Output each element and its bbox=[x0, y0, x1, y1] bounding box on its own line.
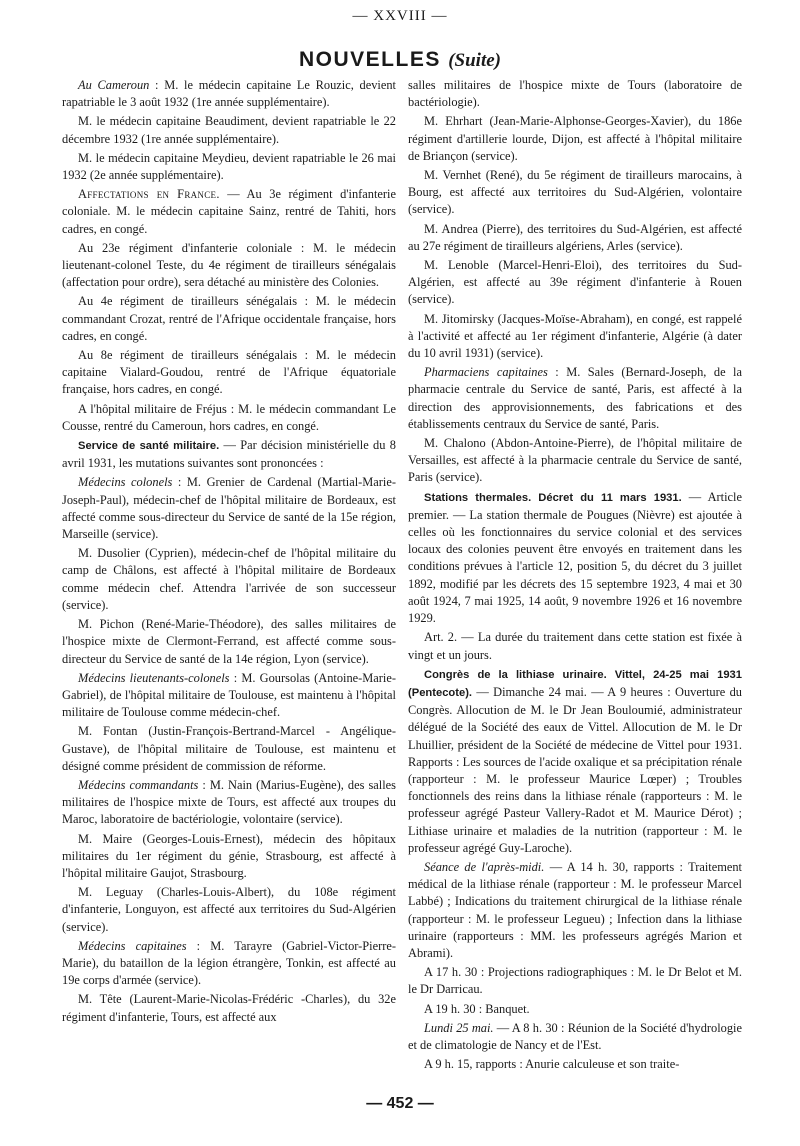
paragraph bbox=[408, 859, 742, 962]
paragraph bbox=[408, 77, 742, 111]
paragraph bbox=[62, 150, 396, 184]
paragraph-heading: Au Cameroun bbox=[78, 78, 150, 92]
paragraph-text: A 17 h. 30 : Projections radiographiques : M. le Dr Belot et M. le Dr Darricau. bbox=[408, 965, 742, 997]
paragraph bbox=[408, 666, 742, 857]
paragraph-text: M. Leguay (Charles-Louis-Albert), du 108e régiment d'infanterie, Longuyon, est affecté aux territoires du Sud-Algérien (service). bbox=[62, 885, 396, 934]
paragraph-text: Au 4e régiment de tirailleurs sénégalais : M. le médecin commandant Crozat, rentré de l'Afrique occidentale française, hors cadres, en congé. bbox=[62, 294, 396, 343]
paragraph bbox=[408, 167, 742, 219]
paragraph-text: : M. Sales (Bernard-Joseph, de la pharmacie centrale du Service de santé, Paris, est affecté à la direction des approvisionnements, des fabrications et des établissements centraux du Service de santé, Paris. bbox=[408, 365, 742, 431]
paragraph-heading: Stations thermales. Décret du 11 mars 1931. bbox=[424, 491, 682, 504]
paragraph bbox=[408, 257, 742, 309]
paragraph bbox=[408, 489, 742, 628]
paragraph bbox=[408, 221, 742, 255]
paragraph-text: — Par décision ministérielle du 8 avril 1931, les mutations suivantes sont prononcées : bbox=[62, 438, 396, 471]
paragraph bbox=[408, 311, 742, 363]
paragraph-text: : M. Goursolas (Antoine-Marie-Gabriel), de l'hôpital militaire de Toulouse, est maintenu à l'hôpital militaire de Toulouse comme médecin-chef. bbox=[62, 670, 396, 720]
paragraph bbox=[408, 113, 742, 165]
paragraph-text: — Dimanche 24 mai. — A 9 heures : Ouverture du Congrès. Allocution de M. le Dr Jean Bouloumié, administrateur délégué de la Société des eaux de Vittel. Allocution de M. le Dr Lhuillier, président de la Société de médecine de Vittel pour 1931. Rapports : Les sources de l'acide oxalique et sa précipitation rénale (rapporteur : M. le professeur Maurice Lœper) ; Troubles fonctionnels des reins dans la lithiase rénale (rapporteurs : M. le professeur agrégé Pasteur Vallery-Radot et M. Maurice Dérot) ; Lithiase urinaire et maladies de la nutrition (rapporteur : M. le professeur agrégé Guy-Laroche). bbox=[408, 684, 742, 855]
page-title bbox=[0, 48, 800, 72]
paragraph-text: M. Pichon (René-Marie-Théodore), des salles militaires de l'hospice mixte de Clermont-Ferrand, est affecté comme sous-directeur du Service de santé de la 14e région, Lyon (service). bbox=[62, 617, 396, 666]
paragraph bbox=[62, 293, 396, 345]
paragraph-heading: Service de santé militaire. bbox=[78, 440, 220, 453]
right-column bbox=[408, 77, 742, 1075]
paragraph bbox=[408, 435, 742, 487]
paragraph bbox=[62, 437, 396, 472]
paragraph-heading: Affectations en France. bbox=[78, 187, 220, 202]
paragraph-heading: Médecins capitaines bbox=[78, 938, 187, 953]
text-columns bbox=[62, 77, 742, 1075]
paragraph bbox=[62, 723, 396, 775]
paragraph bbox=[62, 777, 396, 829]
paragraph bbox=[62, 186, 396, 238]
paragraph-text: : M. le médecin capitaine Le Rouzic, devient rapatriable le 3 août 1932 (1re année supplémentaire). bbox=[62, 78, 397, 110]
paragraph bbox=[408, 629, 742, 663]
paragraph bbox=[62, 113, 396, 147]
paragraph-text: : M. Grenier de Cardenal (Martial-Marie-Joseph-Paul), médecin-chef de l'hôpital militaire de Bordeaux, est affecté comme sous-directeur du Service de santé de la 15e région, Marseille (service). bbox=[62, 475, 396, 542]
paragraph-text: M. Dusolier (Cyprien), médecin-chef de l'hôpital militaire du camp de Châlons, est affecté à l'hôpital militaire de Bordeaux comme médecin chef. Attendra l'arrivée de son successeur (service). bbox=[62, 546, 396, 612]
paragraph bbox=[62, 347, 396, 399]
paragraph-heading: Médecins commandants bbox=[78, 777, 199, 792]
paragraph bbox=[62, 884, 396, 936]
paragraph-text: M. Vernhet (René), du 5e régiment de tirailleurs marocains, à Bourg, est affecté aux territoires du Sud-Algérien, volontaire (service). bbox=[408, 168, 742, 217]
paragraph-text: — A 8 h. 30 : Réunion de la Société d'hydrologie et de climatologie de Nancy et de l'Est. bbox=[408, 1020, 742, 1052]
page-number: — 452 — bbox=[366, 1095, 434, 1112]
paragraph-text: Au 8e régiment de tirailleurs sénégalais : M. le médecin capitaine Vialard-Goudou, rentré de l'Afrique équatoriale française, hors cadres, en congé. bbox=[62, 348, 396, 397]
paragraph-heading: Médecins colonels bbox=[78, 475, 173, 490]
paragraph-text: : M. Nain (Marius-Eugène), des salles militaires de l'hospice mixte de Tours, est affecté aux troupes du Maroc, laboratoire de bactériologie, volontaire (service). bbox=[62, 777, 397, 827]
paragraph-text: M. Andrea (Pierre), des territoires du Sud-Algérien, est affecté au 27e régiment de tirailleurs algériens, Arles (service). bbox=[408, 221, 742, 253]
title-text: NOUVELLES bbox=[299, 48, 441, 71]
paragraph-heading: Pharmaciens capitaines bbox=[424, 365, 548, 380]
paragraph bbox=[62, 240, 396, 292]
paragraph-text: M. le médecin capitaine Meydieu, devient rapatriable le 26 mai 1932 (2e année supplémentaire). bbox=[62, 150, 396, 183]
paragraph-heading: Médecins lieutenants-colonels bbox=[78, 670, 230, 685]
title-suffix: (Suite) bbox=[448, 50, 501, 71]
paragraph bbox=[408, 964, 742, 998]
paragraph bbox=[62, 991, 396, 1025]
paragraph-text: M. Fontan (Justin-François-Bertrand-Marcel - Angélique-Gustave), de l'hôpital militaire de Toulouse, est maintenu et désigné comme président de commission de réforme. bbox=[62, 724, 396, 773]
paragraph bbox=[408, 364, 742, 433]
paragraph-text: : M. Tarayre (Gabriel-Victor-Pierre-Marie), du bataillon de la légion étrangère, Tonkin, est affecté au 19e corps d'armée (service). bbox=[62, 938, 396, 988]
paragraph-text: Au 23e régiment d'infanterie coloniale : M. le médecin lieutenant-colonel Teste, du 4e régiment de tirailleurs sénégalais (affectation pour ordre), sera détaché au ministère des Colonies. bbox=[62, 240, 396, 290]
paragraph bbox=[62, 77, 396, 111]
paragraph bbox=[62, 616, 396, 668]
paragraph bbox=[62, 474, 396, 543]
paragraph bbox=[408, 1020, 742, 1054]
paragraph-heading: Lundi 25 mai. bbox=[424, 1020, 494, 1035]
paragraph-text: salles militaires de l'hospice mixte de Tours (laboratoire de bactériologie). bbox=[408, 78, 742, 110]
paragraph-text: M. Ehrhart (Jean-Marie-Alphonse-Georges-Xavier), du 186e régiment d'artillerie lourde, Dijon, est affecté à l'hôpital militaire de Briançon (service). bbox=[408, 114, 742, 163]
paragraph-text: Art. 2. — La durée du traitement dans cette station est fixée à vingt et un jours. bbox=[408, 630, 742, 662]
paragraph bbox=[62, 831, 396, 883]
paragraph-text: A 9 h. 15, rapports : Anurie calculeuse et son traite- bbox=[424, 1057, 680, 1072]
paragraph-text: A l'hôpital militaire de Fréjus : M. le médecin commandant Le Cousse, rentré du Cameroun, hors cadres, en congé. bbox=[62, 401, 396, 433]
paragraph bbox=[62, 401, 396, 435]
paragraph-text: M. Chalono (Abdon-Antoine-Pierre), de l'hôpital militaire de Versailles, est affecté à la pharmacie centrale du Service de santé, Paris (service). bbox=[408, 436, 742, 485]
paragraph bbox=[408, 1056, 742, 1073]
paragraph bbox=[62, 670, 396, 722]
paragraph-text: — A 14 h. 30, rapports : Traitement médical de la lithiase rénale (rapporteur : M. le professeur Marcel Labbé) ; Indications du traitement chirurgical de la lithiase rénale (rapporteur : M. le professeur Legueu) ; Infection dans la lithiase urinaire (rapporteurs : MM. les professeurs agrégés Marion et Abrami). bbox=[408, 859, 742, 960]
paragraph-text: A 19 h. 30 : Banquet. bbox=[424, 1001, 530, 1016]
page-roman-numeral: — XXVIII — bbox=[352, 8, 448, 24]
paragraph-text: — Au 3e régiment d'infanterie coloniale. M. le médecin capitaine Sainz, rentré de Tahiti, hors cadres, en congé. bbox=[62, 187, 396, 236]
paragraph-text: M. Lenoble (Marcel-Henri-Eloi), des territoires du Sud-Algérien, est affecté au 39e régiment d'infanterie à Rouen (service). bbox=[408, 258, 742, 307]
paragraph-heading: Séance de l'après-midi. bbox=[424, 859, 545, 874]
paragraph bbox=[62, 938, 396, 990]
paragraph-text: M. le médecin capitaine Beaudiment, devient rapatriable le 22 décembre 1932 (1re année supplémentaire). bbox=[62, 114, 396, 146]
paragraph-heading: Congrès de la lithiase urinaire. Vittel, 24-25 mai 1931 (Pentecote). bbox=[408, 668, 742, 699]
paragraph-text: — Article premier. — La station thermale de Pougues (Nièvre) est ajoutée à celles où les fonctionnaires du service colonial et des services locaux des colonies peuvent être envoyés en traitement dans les conditions prévues à l'article 12, position 5, du décret du 3 juillet 1892, modifié par les décrets des 15 septembre 1923, 4 mai et 30 août 1924, 7 mai 1925, 14 août, 9 novembre 1926 et 16 novembre 1929. bbox=[408, 489, 742, 626]
paragraph bbox=[408, 1001, 742, 1018]
paragraph-text: M. Jitomirsky (Jacques-Moïse-Abraham), en congé, est rappelé à l'activité et affecté au 1er régiment d'infanterie, Algérie (à dater du 10 avril 1931) (service). bbox=[408, 311, 742, 361]
paragraph-text: M. Maire (Georges-Louis-Ernest), médecin des hôpitaux militaires du 1er régiment du génie, Strasbourg, est affecté à l'hôpital militaire Gaujot, Strasbourg. bbox=[62, 831, 396, 880]
paragraph bbox=[62, 545, 396, 614]
paragraph-text: M. Tête (Laurent-Marie-Nicolas-Frédéric -Charles), du 32e régiment d'infanterie, Tours, est affecté aux bbox=[62, 992, 396, 1024]
left-column bbox=[62, 77, 396, 1075]
